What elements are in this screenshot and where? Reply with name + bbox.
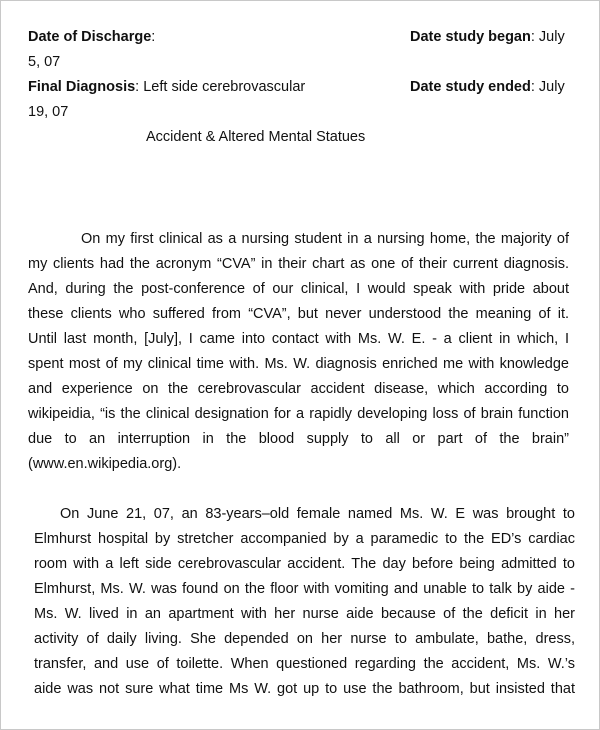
study-ended-field (410, 78, 565, 96)
diagnosis-continuation: Accident & Altered Mental Statues (146, 129, 366, 145)
paragraph-2-line: transfer, and use of toilette. When questioned regarding the accident, Ms. W.’s (34, 656, 575, 672)
study-began-field (410, 28, 565, 46)
paragraph-1-line: (www.en.wikipedia.org). (28, 456, 182, 472)
discharge-field (28, 28, 155, 46)
paragraph-1-line: Until last month, [July], I came into contact with Ms. W. E. - a client in which, I (28, 331, 569, 347)
study-ended-label: Date study ended (410, 79, 531, 95)
discharge-label: Date of Discharge (28, 29, 152, 45)
paragraph-2-line: Ms. W. lived in an apartment with her nurse aide because of the deficit in her (34, 606, 575, 622)
paragraph-2-line: On June 21, 07, an 83-years–old female named Ms. W. E was brought to (60, 506, 575, 522)
paragraph-1-line: On my first clinical as a nursing student in a nursing home, the majority of (81, 231, 569, 247)
diagnosis-field (28, 78, 305, 96)
paragraph-2-line: activity of daily living. She depended on her nurse to ambulate, bathe, dress, (34, 631, 575, 647)
study-ended-value: : July (530, 79, 565, 95)
study-began-value: : July (530, 29, 565, 45)
paragraph-1-line: And, during the post-conference of our clinical, I would speak with pride about (28, 281, 569, 297)
paragraph-1-line: due to an interruption in the blood supply to all or part of the brain” (28, 431, 569, 447)
paragraph-1-line: and experience on the cerebrovascular accident disease, which according to (28, 381, 569, 397)
paragraph-2-line: aide was not sure what time Ms W. got up to use the bathroom, but insisted that (34, 681, 575, 697)
paragraph-2-line: Elmhurst hospital by stretcher accompanied by a paramedic to the ED’s cardiac (34, 531, 575, 547)
study-ended-date: 19, 07 (28, 104, 69, 120)
diagnosis-label: Final Diagnosis (28, 79, 136, 95)
paragraph-2-line: room with a left side cerebrovascular accident. The day before being admitted to (34, 556, 575, 572)
discharge-value: 5, 07 (28, 54, 61, 70)
paragraph-1-line: my clients had the acronym “CVA” in their chart as one of their current diagnosis. (28, 256, 569, 272)
diagnosis-value: : Left side cerebrovascular (135, 79, 306, 95)
study-began-label: Date study began (410, 29, 531, 45)
paragraph-1-line: spent most of my clinical time with. Ms. W. diagnosis enriched me with knowledge (28, 356, 569, 372)
paragraph-2-line: Elmhurst, Ms. W. was found on the floor with vomiting and unable to talk by aide - (34, 581, 575, 597)
discharge-sep: : (151, 29, 156, 45)
paragraph-1-line: wikipeidia, “is the clinical designation for a rapidly developing loss of brain function (28, 406, 569, 422)
paragraph-1-line: these clients who suffered from “CVA”, but never understood the meaning of it. (28, 306, 569, 322)
